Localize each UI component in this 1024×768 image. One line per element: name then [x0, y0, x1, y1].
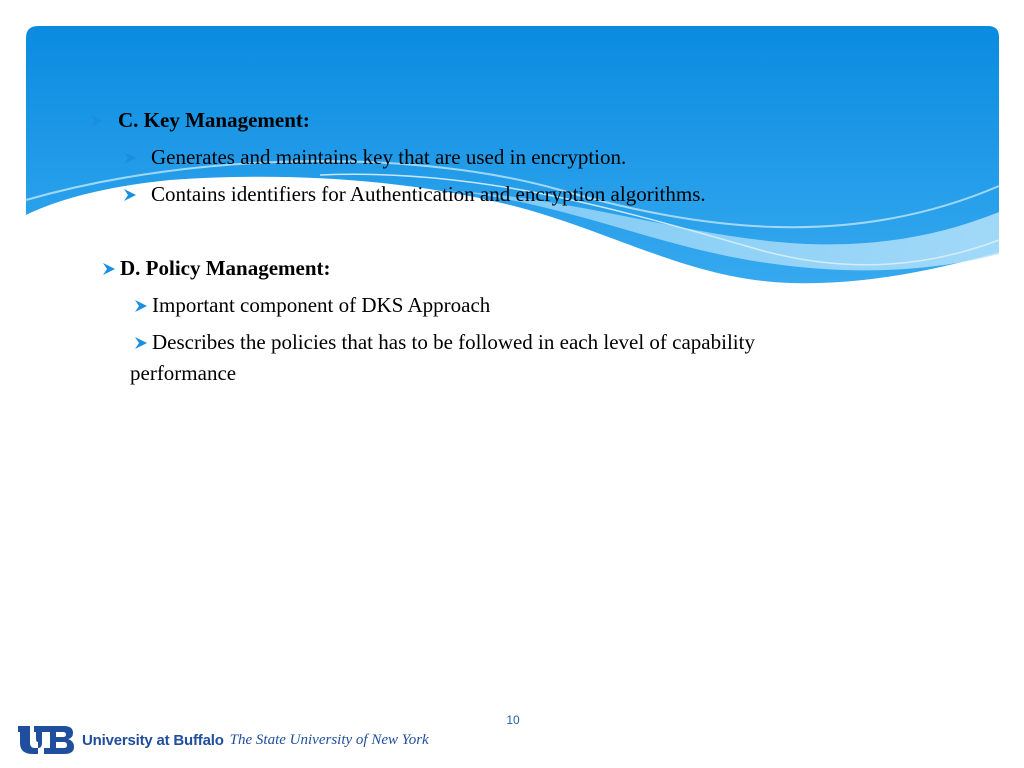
section-d-item-2-continuation: performance	[130, 361, 237, 385]
arrow-bullet-icon	[134, 336, 148, 350]
arrow-bullet-icon	[123, 188, 137, 202]
section-d-item-2-text: Describes the policies that has to be followed in each level of capability	[152, 330, 755, 354]
section-d-item-1	[134, 293, 490, 317]
logo-university-name: University at Buffalo	[82, 731, 224, 749]
section-d-item-2	[134, 330, 755, 354]
section-d-heading-row	[102, 256, 331, 280]
section-d-heading: D. Policy Management:	[120, 256, 331, 280]
arrow-bullet-icon	[123, 151, 137, 165]
logo-subtitle: The State University of New York	[229, 731, 429, 748]
university-logo	[16, 722, 429, 758]
section-d-item-1-text: Important component of DKS Approach	[152, 293, 491, 317]
section-c-item-1	[123, 145, 626, 169]
arrow-bullet-icon	[102, 262, 116, 276]
section-c-item-1-text: Generates and maintains key that are used in encryption.	[151, 145, 627, 169]
section-c-item-2-text: Contains identifiers for Authentication and encryption algorithms.	[151, 182, 706, 206]
ub-logo-icon	[16, 723, 76, 757]
section-c-heading: C. Key Management:	[118, 108, 310, 132]
section-c-item-2	[123, 182, 706, 206]
arrow-bullet-icon	[134, 299, 148, 313]
page-number: 10	[506, 713, 520, 727]
arrow-bullet-icon	[90, 114, 104, 128]
section-c-heading-row	[90, 108, 310, 132]
